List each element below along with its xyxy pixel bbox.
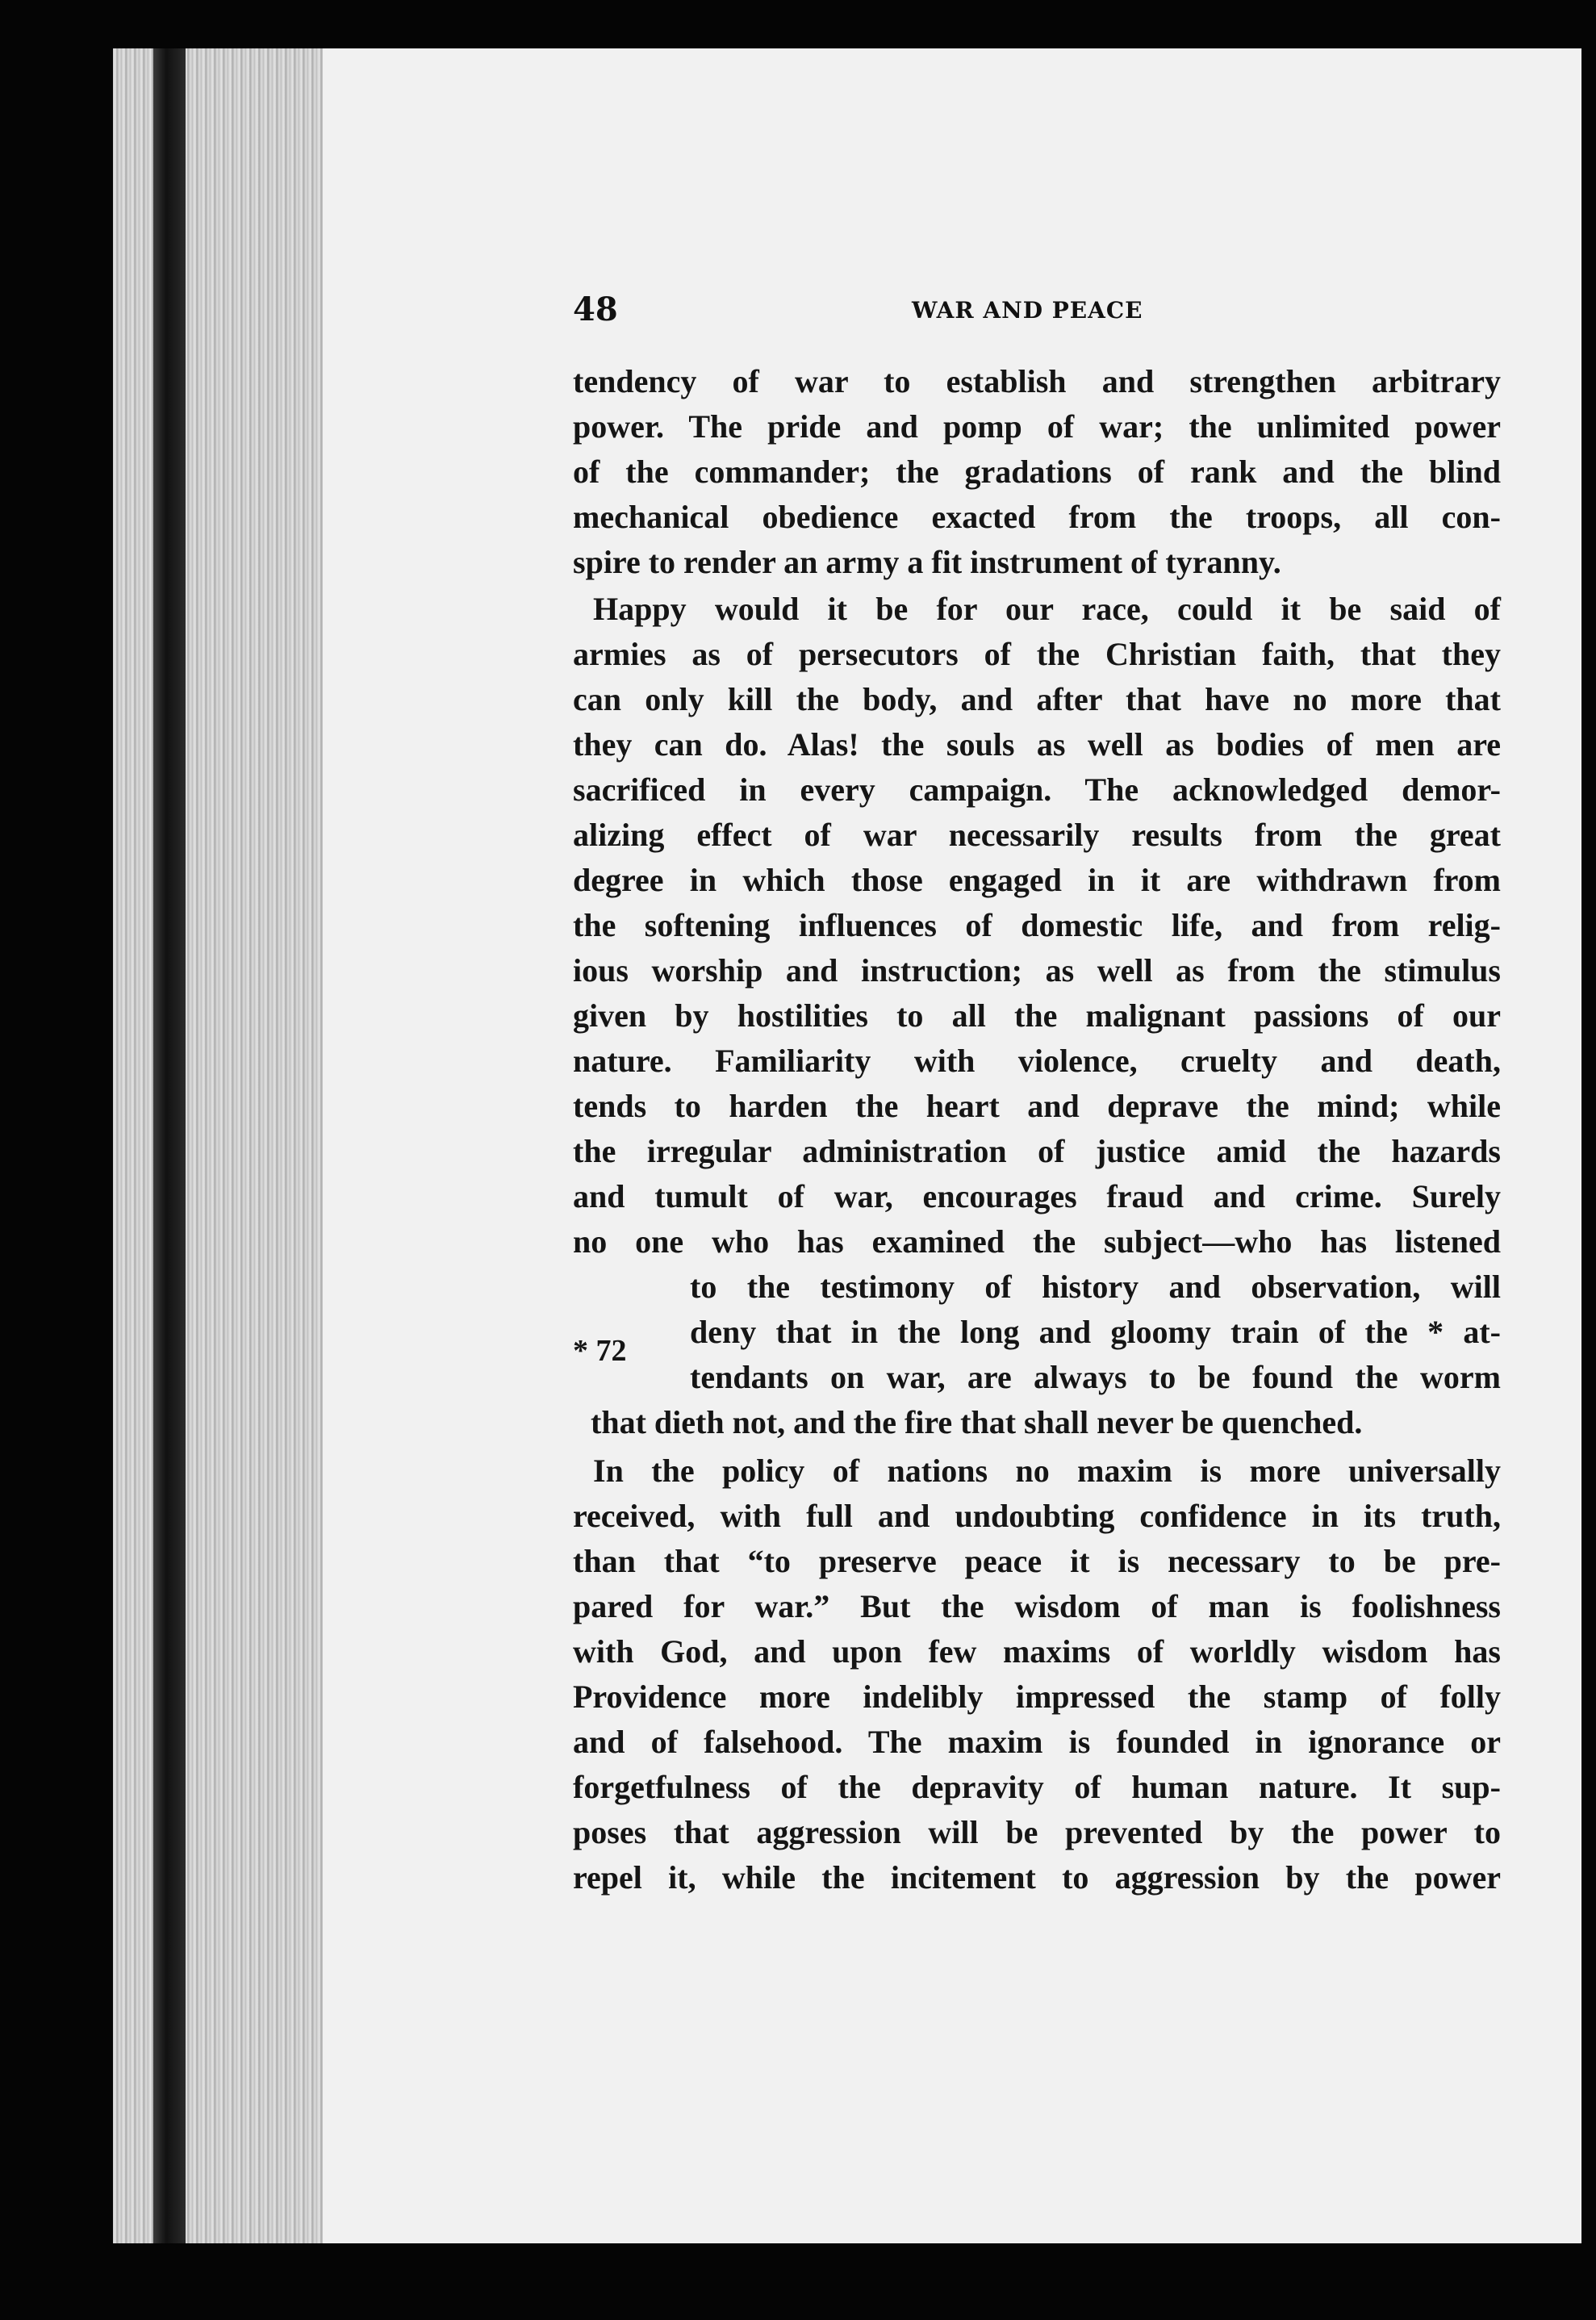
text-line: the softening influences of domestic life, and from relig-: [573, 907, 1501, 943]
text-line: than that “to preserve peace it is necessary to be pre-: [573, 1543, 1501, 1579]
text-line: mechanical obedience exacted from the troops, all con-: [573, 499, 1501, 535]
text-line: armies as of persecutors of the Christian faith, that they: [573, 636, 1501, 672]
text-line: can only kill the body, and after that have no more that: [573, 681, 1501, 717]
text-line: and of falsehood. The maxim is founded in ignorance or: [573, 1724, 1501, 1760]
text-line: of the commander; the gradations of rank and the blind: [573, 454, 1501, 490]
text-line: to the testimony of history and observation, will: [690, 1269, 1501, 1305]
text-line: degree in which those engaged in it are withdrawn from: [573, 862, 1501, 898]
text-line: deny that in the long and gloomy train of the * at-: [690, 1314, 1501, 1350]
text-line: nature. Familiarity with violence, cruelty and death,: [573, 1043, 1501, 1079]
text-line: and tumult of war, encourages fraud and crime. Surely: [573, 1178, 1501, 1214]
text-line: repel it, while the incitement to aggression by the power: [573, 1859, 1501, 1896]
text-line: tendants on war, are always to be found the worm: [690, 1359, 1501, 1395]
text-line: no one who has examined the subject—who has listened: [573, 1223, 1501, 1260]
text-line: Happy would it be for our race, could it be said of: [593, 591, 1501, 627]
running-title: WAR AND PEACE: [912, 297, 1143, 324]
binding-shadow: [153, 48, 186, 2243]
text-line: given by hostilities to all the malignant passions of our: [573, 997, 1501, 1034]
text-line: ious worship and instruction; as well as from the stimulus: [573, 952, 1501, 989]
text-line: tends to harden the heart and deprave the mind; while: [573, 1088, 1501, 1124]
text-line: alizing effect of war necessarily results from the great: [573, 817, 1501, 853]
text-line: pared for war.” But the wisdom of man is foolishness: [573, 1588, 1501, 1624]
page-number: 48: [573, 291, 618, 328]
text-line: sacrificed in every campaign. The acknowledged demor-: [573, 771, 1501, 808]
text-line: forgetfulness of the depravity of human nature. It sup-: [573, 1769, 1501, 1805]
text-line: spire to render an army a fit instrument of tyranny.: [573, 544, 1281, 580]
text-line: that dieth not, and the fire that shall never be quenched.: [591, 1404, 1363, 1440]
text-line: Providence more indelibly impressed the stamp of folly: [573, 1678, 1501, 1715]
text-line: In the policy of nations no maxim is more universally: [593, 1453, 1501, 1489]
text-line: poses that aggression will be prevented by the power to: [573, 1814, 1501, 1850]
text-line: power. The pride and pomp of war; the unlimited power: [573, 408, 1501, 445]
margin-page-reference: * 72: [573, 1334, 627, 1368]
page-header: [573, 291, 1501, 339]
text-line: the irregular administration of justice amid the hazards: [573, 1133, 1501, 1169]
text-line: they can do. Alas! the souls as well as bodies of men are: [573, 726, 1501, 763]
page-edges: [113, 48, 339, 2243]
text-line: with God, and upon few maxims of worldly wisdom has: [573, 1633, 1501, 1670]
text-line: received, with full and undoubting confidence in its truth,: [573, 1498, 1501, 1534]
body-text: [573, 359, 1501, 1973]
text-line: tendency of war to establish and strengthen arbitrary: [573, 363, 1501, 399]
